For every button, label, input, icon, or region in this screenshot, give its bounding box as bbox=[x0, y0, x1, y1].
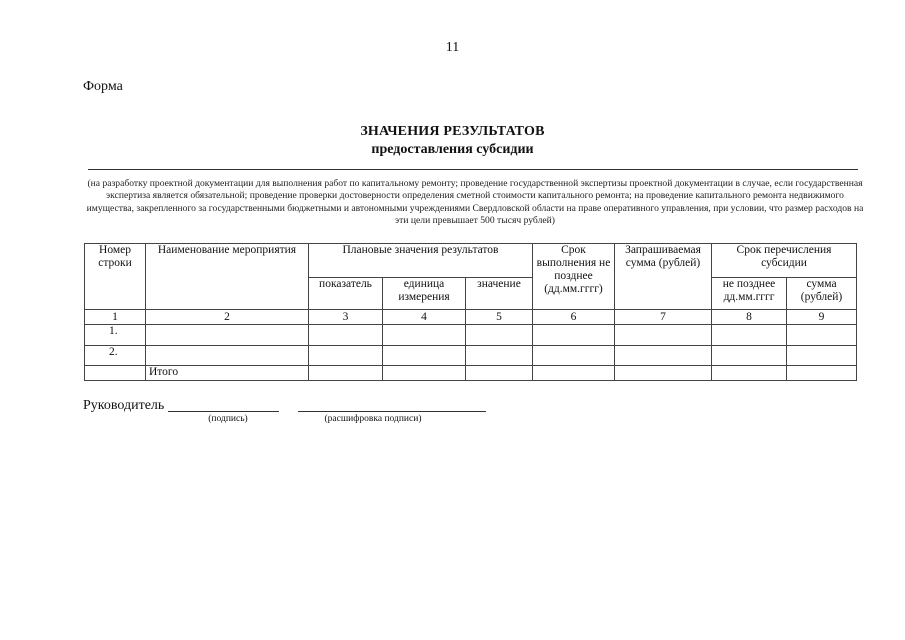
column-number: 3 bbox=[309, 310, 383, 325]
signature-decoding-line bbox=[298, 411, 486, 412]
header-value: значение bbox=[466, 278, 533, 310]
table-row bbox=[85, 346, 857, 366]
table-cell bbox=[533, 366, 615, 381]
column-number-row bbox=[85, 310, 857, 325]
table-cell bbox=[309, 325, 383, 346]
table-cell bbox=[383, 325, 466, 346]
table-cell bbox=[146, 346, 309, 366]
table-cell bbox=[309, 346, 383, 366]
table-cell bbox=[787, 346, 857, 366]
table-cell bbox=[787, 325, 857, 346]
table-cell bbox=[466, 325, 533, 346]
column-number: 5 bbox=[466, 310, 533, 325]
table-cell bbox=[615, 366, 712, 381]
total-row bbox=[85, 366, 857, 381]
subject-description: (на разработку проектной документации для выполнения работ по капитальному ремонту; проведение государственной экспертизы проектной документации в случае, если государственная экспертиза является обязательной; проведение проверки достоверности определения сметной стоимости капитального ремонта; на проведение капитального ремонта недвижимого имущества, закрепленного за государственными бюджетными и автономными учреждениями Свердловской области на праве оперативного управления, при условии, что размер расходов на эти цели превышает 500 тысяч рублей) bbox=[86, 178, 864, 226]
column-number: 6 bbox=[533, 310, 615, 325]
header-deadline: Срок выполнения не позднее (дд.мм.гггг) bbox=[533, 244, 615, 310]
column-number: 1 bbox=[85, 310, 146, 325]
results-table bbox=[84, 243, 857, 381]
header-unit: единица измерения bbox=[383, 278, 466, 310]
table-cell bbox=[383, 366, 466, 381]
table-header-row bbox=[85, 244, 857, 278]
total-label: Итого bbox=[146, 366, 309, 381]
column-number: 7 bbox=[615, 310, 712, 325]
header-transfer-amount: сумма (рублей) bbox=[787, 278, 857, 310]
column-number: 9 bbox=[787, 310, 857, 325]
header-activity-name: Наименование мероприятия bbox=[146, 244, 309, 310]
header-planned-values: Плановые значения результатов bbox=[309, 244, 533, 278]
subject-fill-line bbox=[88, 169, 858, 170]
table-cell bbox=[615, 325, 712, 346]
form-label: Форма bbox=[83, 79, 123, 94]
signature-caption: (подпись) bbox=[208, 414, 248, 424]
table-cell bbox=[787, 366, 857, 381]
document-subtitle: предоставления субсидии bbox=[371, 142, 534, 157]
signature-decoding-caption: (расшифровка подписи) bbox=[324, 414, 422, 424]
table-cell bbox=[466, 346, 533, 366]
signature-line bbox=[168, 411, 279, 412]
header-transfer-date: не позднее дд.мм.гггг bbox=[712, 278, 787, 310]
document-title: ЗНАЧЕНИЯ РЕЗУЛЬТАТОВ bbox=[360, 124, 545, 139]
table-cell bbox=[85, 366, 146, 381]
column-number: 8 bbox=[712, 310, 787, 325]
header-transfer-term: Срок перечисления субсидии bbox=[712, 244, 857, 278]
table-cell bbox=[712, 346, 787, 366]
table-row bbox=[85, 325, 857, 346]
table-cell bbox=[712, 325, 787, 346]
column-number: 4 bbox=[383, 310, 466, 325]
table-cell bbox=[533, 346, 615, 366]
table-cell bbox=[146, 325, 309, 346]
table-cell bbox=[615, 346, 712, 366]
signature-label: Руководитель bbox=[83, 398, 165, 413]
row-number-cell: 2. bbox=[85, 346, 146, 366]
table-cell bbox=[712, 366, 787, 381]
table-cell bbox=[383, 346, 466, 366]
header-indicator: показатель bbox=[309, 278, 383, 310]
table-cell bbox=[533, 325, 615, 346]
header-requested-amount: Запрашиваемая сумма (рублей) bbox=[615, 244, 712, 310]
header-row-number: Номер строки bbox=[85, 244, 146, 310]
page-number: 11 bbox=[445, 40, 460, 55]
table-cell bbox=[309, 366, 383, 381]
row-number-cell: 1. bbox=[85, 325, 146, 346]
table-cell bbox=[466, 366, 533, 381]
column-number: 2 bbox=[146, 310, 309, 325]
